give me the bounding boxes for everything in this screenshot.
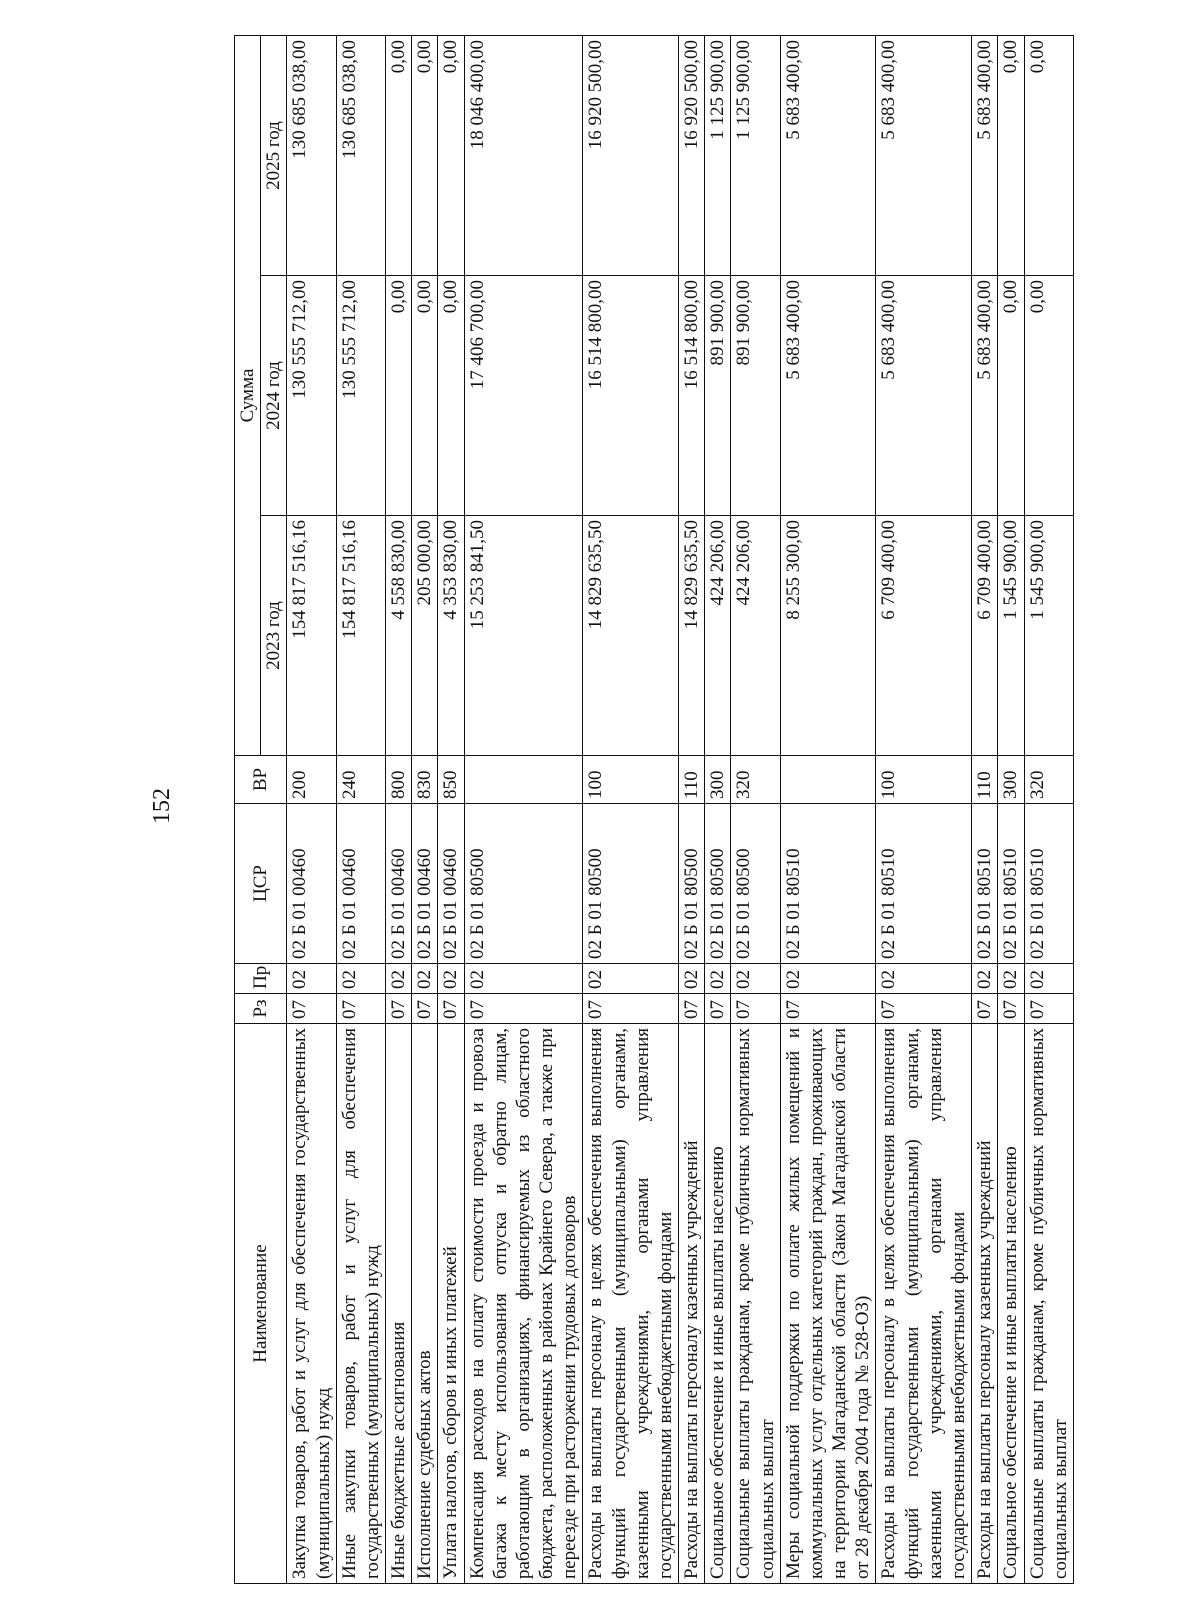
table-row bbox=[972, 36, 998, 1584]
row-vr: 110 bbox=[679, 756, 705, 804]
table-row bbox=[583, 36, 679, 1584]
header-rz: Рз bbox=[235, 994, 287, 1024]
table-row bbox=[386, 36, 412, 1584]
row-sum-2025: 0,00 bbox=[998, 36, 1024, 276]
row-rz: 07 bbox=[972, 994, 998, 1024]
row-vr: 100 bbox=[876, 756, 972, 804]
row-sum-2024: 891 900,00 bbox=[731, 276, 780, 516]
row-rz: 07 bbox=[287, 994, 336, 1024]
row-csr: 02 Б 01 80500 bbox=[705, 804, 731, 964]
row-sum-2023: 154 817 516,16 bbox=[287, 516, 336, 756]
row-rz: 07 bbox=[1024, 994, 1073, 1024]
row-sum-2024: 891 900,00 bbox=[705, 276, 731, 516]
row-sum-2023: 6 709 400,00 bbox=[972, 516, 998, 756]
row-rz: 07 bbox=[583, 994, 679, 1024]
header-2024: 2024 год bbox=[261, 276, 287, 516]
row-sum-2024: 0,00 bbox=[998, 276, 1024, 516]
row-rz: 07 bbox=[412, 994, 438, 1024]
row-csr: 02 Б 01 80510 bbox=[1024, 804, 1073, 964]
row-vr: 800 bbox=[386, 756, 412, 804]
row-rz: 07 bbox=[679, 994, 705, 1024]
table-row bbox=[412, 36, 438, 1584]
table-body bbox=[287, 36, 1074, 1584]
row-sum-2023: 6 709 400,00 bbox=[876, 516, 972, 756]
row-sum-2025: 5 683 400,00 bbox=[972, 36, 998, 276]
row-name: Компенсация расходов на оплату стоимости проезда и провоза багажа к месту использования отпуска и обратно лицам, работающим в организациях, финансируемых из областного бюджета, расположенных в районах Крайнего Севера, а также при переезде при расторжении трудовых договоров bbox=[464, 1024, 583, 1584]
row-sum-2024: 0,00 bbox=[412, 276, 438, 516]
row-rz: 07 bbox=[780, 994, 876, 1024]
row-sum-2024: 0,00 bbox=[1024, 276, 1073, 516]
row-sum-2024: 130 555 712,00 bbox=[336, 276, 385, 516]
row-sum-2024: 0,00 bbox=[386, 276, 412, 516]
row-name: Расходы на выплаты персоналу казенных учреждений bbox=[972, 1024, 998, 1584]
row-sum-2024: 5 683 400,00 bbox=[876, 276, 972, 516]
row-vr bbox=[464, 756, 583, 804]
header-vr: ВР bbox=[235, 756, 287, 804]
row-sum-2024: 16 514 800,00 bbox=[679, 276, 705, 516]
row-pr: 02 bbox=[679, 964, 705, 994]
row-name: Расходы на выплаты персоналу в целях обеспечения выполнения функций государственными (муниципальными) органами, казенными учреждениями, органами управления государственными внебюджетными фондами bbox=[876, 1024, 972, 1584]
row-name: Закупка товаров, работ и услуг для обеспечения государственных (муниципальных) нужд bbox=[287, 1024, 336, 1584]
row-sum-2023: 1 545 900,00 bbox=[998, 516, 1024, 756]
row-rz: 07 bbox=[705, 994, 731, 1024]
row-sum-2023: 14 829 635,50 bbox=[679, 516, 705, 756]
row-csr: 02 Б 01 80500 bbox=[464, 804, 583, 964]
row-pr: 02 bbox=[386, 964, 412, 994]
table-row bbox=[464, 36, 583, 1584]
row-name: Социальные выплаты гражданам, кроме публичных нормативных социальных выплат bbox=[1024, 1024, 1073, 1584]
row-sum-2024: 5 683 400,00 bbox=[780, 276, 876, 516]
row-csr: 02 Б 01 80510 bbox=[876, 804, 972, 964]
row-name: Меры социальной поддержки по оплате жилых помещений и коммунальных услуг отдельных категорий граждан, проживающих на территории Магаданской области (Закон Магаданской области от 28 декабря 2004 года № 528-ОЗ) bbox=[780, 1024, 876, 1584]
row-sum-2025: 0,00 bbox=[1024, 36, 1073, 276]
row-name: Расходы на выплаты персоналу в целях обеспечения выполнения функций государственными (муниципальными) органами, казенными учреждениями, органами управления государственными внебюджетными фондами bbox=[583, 1024, 679, 1584]
row-csr: 02 Б 01 00460 bbox=[386, 804, 412, 964]
row-sum-2025: 18 046 400,00 bbox=[464, 36, 583, 276]
row-rz: 07 bbox=[731, 994, 780, 1024]
row-vr: 110 bbox=[972, 756, 998, 804]
row-pr: 02 bbox=[412, 964, 438, 994]
table-row bbox=[336, 36, 385, 1584]
row-name: Иные бюджетные ассигнования bbox=[386, 1024, 412, 1584]
header-2025: 2025 год bbox=[261, 36, 287, 276]
table-row bbox=[780, 36, 876, 1584]
row-pr: 02 bbox=[998, 964, 1024, 994]
row-vr: 850 bbox=[438, 756, 464, 804]
row-csr: 02 Б 01 80510 bbox=[998, 804, 1024, 964]
row-sum-2023: 1 545 900,00 bbox=[1024, 516, 1073, 756]
row-vr: 100 bbox=[583, 756, 679, 804]
row-sum-2025: 0,00 bbox=[412, 36, 438, 276]
row-sum-2023: 8 255 300,00 bbox=[780, 516, 876, 756]
row-sum-2025: 0,00 bbox=[438, 36, 464, 276]
row-pr: 02 bbox=[731, 964, 780, 994]
row-rz: 07 bbox=[438, 994, 464, 1024]
header-2023: 2023 год bbox=[261, 516, 287, 756]
row-name: Расходы на выплаты персоналу казенных учреждений bbox=[679, 1024, 705, 1584]
row-sum-2023: 14 829 635,50 bbox=[583, 516, 679, 756]
row-sum-2025: 5 683 400,00 bbox=[876, 36, 972, 276]
row-csr: 02 Б 01 00460 bbox=[412, 804, 438, 964]
row-sum-2024: 0,00 bbox=[438, 276, 464, 516]
row-name: Исполнение судебных актов bbox=[412, 1024, 438, 1584]
row-sum-2023: 4 353 830,00 bbox=[438, 516, 464, 756]
table-row bbox=[1024, 36, 1073, 1584]
header-sum: Сумма bbox=[235, 36, 261, 756]
page-number: 152 bbox=[149, 788, 175, 824]
row-pr: 02 bbox=[583, 964, 679, 994]
header-name: Наименование bbox=[235, 1024, 287, 1584]
row-vr: 300 bbox=[998, 756, 1024, 804]
rotated-table-wrapper bbox=[234, 36, 1184, 1584]
header-pr: Пр bbox=[235, 964, 287, 994]
row-vr: 830 bbox=[412, 756, 438, 804]
table-row bbox=[287, 36, 336, 1584]
row-sum-2025: 16 920 500,00 bbox=[679, 36, 705, 276]
row-sum-2024: 16 514 800,00 bbox=[583, 276, 679, 516]
row-pr: 02 bbox=[464, 964, 583, 994]
row-vr: 300 bbox=[705, 756, 731, 804]
row-sum-2025: 130 685 038,00 bbox=[287, 36, 336, 276]
row-name: Социальное обеспечение и иные выплаты населению bbox=[705, 1024, 731, 1584]
row-vr: 240 bbox=[336, 756, 385, 804]
row-sum-2023: 4 558 830,00 bbox=[386, 516, 412, 756]
row-sum-2024: 17 406 700,00 bbox=[464, 276, 583, 516]
row-sum-2024: 130 555 712,00 bbox=[287, 276, 336, 516]
row-pr: 02 bbox=[972, 964, 998, 994]
row-rz: 07 bbox=[464, 994, 583, 1024]
row-sum-2025: 16 920 500,00 bbox=[583, 36, 679, 276]
row-sum-2023: 15 253 841,50 bbox=[464, 516, 583, 756]
row-sum-2025: 5 683 400,00 bbox=[780, 36, 876, 276]
row-csr: 02 Б 01 80510 bbox=[780, 804, 876, 964]
table-row bbox=[679, 36, 705, 1584]
row-sum-2025: 0,00 bbox=[386, 36, 412, 276]
row-pr: 02 bbox=[336, 964, 385, 994]
row-rz: 07 bbox=[386, 994, 412, 1024]
row-vr: 200 bbox=[287, 756, 336, 804]
row-rz: 07 bbox=[998, 994, 1024, 1024]
table-row bbox=[876, 36, 972, 1584]
row-csr: 02 Б 01 00460 bbox=[287, 804, 336, 964]
row-csr: 02 Б 01 80500 bbox=[583, 804, 679, 964]
row-csr: 02 Б 01 00460 bbox=[438, 804, 464, 964]
table-row bbox=[705, 36, 731, 1584]
header-csr: ЦСР bbox=[235, 804, 287, 964]
row-sum-2024: 5 683 400,00 bbox=[972, 276, 998, 516]
row-pr: 02 bbox=[876, 964, 972, 994]
row-name: Иные закупки товаров, работ и услуг для обеспечения государственных (муниципальных) нужд bbox=[336, 1024, 385, 1584]
row-sum-2023: 424 206,00 bbox=[731, 516, 780, 756]
row-vr: 320 bbox=[731, 756, 780, 804]
table-row bbox=[998, 36, 1024, 1584]
row-sum-2023: 424 206,00 bbox=[705, 516, 731, 756]
row-name: Социальные выплаты гражданам, кроме публичных нормативных социальных выплат bbox=[731, 1024, 780, 1584]
row-sum-2025: 1 125 900,00 bbox=[731, 36, 780, 276]
row-pr: 02 bbox=[780, 964, 876, 994]
row-rz: 07 bbox=[876, 994, 972, 1024]
row-csr: 02 Б 01 80500 bbox=[731, 804, 780, 964]
row-sum-2025: 1 125 900,00 bbox=[705, 36, 731, 276]
row-sum-2023: 205 000,00 bbox=[412, 516, 438, 756]
row-name: Уплата налогов, сборов и иных платежей bbox=[438, 1024, 464, 1584]
row-pr: 02 bbox=[438, 964, 464, 994]
table-header-row bbox=[235, 36, 261, 1584]
row-pr: 02 bbox=[1024, 964, 1073, 994]
budget-table bbox=[234, 35, 1074, 1584]
row-csr: 02 Б 01 80510 bbox=[972, 804, 998, 964]
row-pr: 02 bbox=[287, 964, 336, 994]
row-name: Социальное обеспечение и иные выплаты населению bbox=[998, 1024, 1024, 1584]
row-sum-2025: 130 685 038,00 bbox=[336, 36, 385, 276]
row-csr: 02 Б 01 00460 bbox=[336, 804, 385, 964]
row-vr bbox=[780, 756, 876, 804]
row-csr: 02 Б 01 80500 bbox=[679, 804, 705, 964]
table-row bbox=[438, 36, 464, 1584]
row-sum-2023: 154 817 516,16 bbox=[336, 516, 385, 756]
table-row bbox=[731, 36, 780, 1584]
row-rz: 07 bbox=[336, 994, 385, 1024]
row-pr: 02 bbox=[705, 964, 731, 994]
row-vr: 320 bbox=[1024, 756, 1073, 804]
